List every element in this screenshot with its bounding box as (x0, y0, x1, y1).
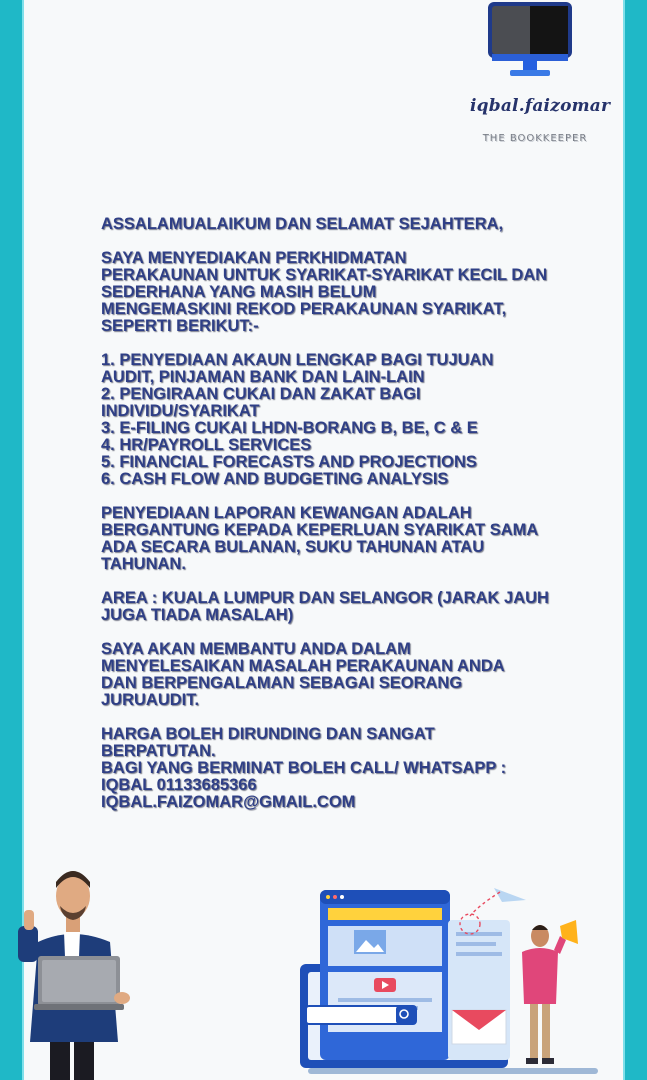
contact-paragraph (101, 726, 571, 811)
service-item (101, 454, 571, 471)
service-item-line: 6. CASH FLOW AND BUDGETING ANALYSIS (101, 470, 449, 488)
service-item-line: AUDIT, PINJAMAN BANK DAN LAIN-LAIN (101, 368, 425, 386)
area-paragraph (101, 590, 571, 624)
contact-call-line: BAGI YANG BERMINAT BOLEH CALL/ WHATSAPP : (101, 759, 507, 777)
help-paragraph (101, 641, 571, 709)
intro-line: PERAKAUNAN UNTUK SYARIKAT-SYARIKAT KECIL DAN (101, 266, 548, 284)
phone-number: IQBAL 01133685366 (101, 776, 257, 794)
service-item (101, 471, 571, 488)
help-line: JURUAUDIT. (101, 691, 200, 709)
reports-line: BERGANTUNG KEPADA KEPERLUAN SYARIKAT SAMA (101, 521, 539, 539)
service-item-line: 3. E-FILING CUKAI LHDN-BORANG B, BE, C & E (101, 419, 478, 437)
email-address: IQBAL.FAIZOMAR@GMAIL.COM (101, 793, 356, 811)
service-item-line: 5. FINANCIAL FORECASTS AND PROJECTIONS (101, 453, 477, 471)
intro-line: SAYA MENYEDIAKAN PERKHIDMATAN (101, 249, 407, 267)
services-list (101, 352, 571, 488)
monitor-icon (486, 0, 576, 84)
intro-line: SEDERHANA YANG MASIH BELUM (101, 283, 377, 301)
service-item-line: 2. PENGIRAAN CUKAI DAN ZAKAT BAGI (101, 385, 421, 403)
intro-line: MENGEMASKINI REKOD PERAKAUNAN SYARIKAT, (101, 300, 507, 318)
help-line: SAYA AKAN MEMBANTU ANDA DALAM (101, 640, 411, 658)
brand-tagline: THE BOOKKEEPER (482, 133, 588, 144)
service-item-line: 4. HR/PAYROLL SERVICES (101, 436, 312, 454)
reports-line: ADA SECARA BULANAN, SUKU TAHUNAN ATAU (101, 538, 485, 556)
businessman-with-laptop-illustration (14, 862, 132, 1080)
area-line: JUGA TIADA MASALAH) (101, 606, 294, 624)
reports-paragraph (101, 505, 571, 573)
main-text (101, 216, 571, 828)
pricing-line: HARGA BOLEH DIRUNDING DAN SANGAT (101, 725, 435, 743)
service-item-line: 1. PENYEDIAAN AKAUN LENGKAP BAGI TUJUAN (101, 351, 494, 369)
digital-marketing-illustration (298, 880, 600, 1076)
greeting: ASSALAMUALAIKUM DAN SELAMAT SEJAHTERA, (101, 215, 504, 233)
service-item-line: INDIVIDU/SYARIKAT (101, 402, 260, 420)
intro-line: SEPERTI BERIKUT:- (101, 317, 259, 335)
area-line: AREA : KUALA LUMPUR DAN SELANGOR (JARAK JAUH (101, 589, 549, 607)
service-item (101, 352, 571, 386)
reports-line: PENYEDIAAN LAPORAN KEWANGAN ADALAH (101, 504, 472, 522)
pricing-line: BERPATUTAN. (101, 742, 216, 760)
brand-logo (470, 0, 611, 160)
right-border-stripe (623, 0, 647, 1080)
service-item (101, 386, 571, 420)
help-line: DAN BERPENGALAMAN SEBAGAI SEORANG (101, 674, 463, 692)
help-line: MENYELESAIKAN MASALAH PERAKAUNAN ANDA (101, 657, 505, 675)
brand-name: iqbal.faizomar (470, 96, 611, 116)
reports-line: TAHUNAN. (101, 555, 186, 573)
service-item (101, 420, 571, 437)
intro-paragraph (101, 250, 571, 335)
service-item (101, 437, 571, 454)
